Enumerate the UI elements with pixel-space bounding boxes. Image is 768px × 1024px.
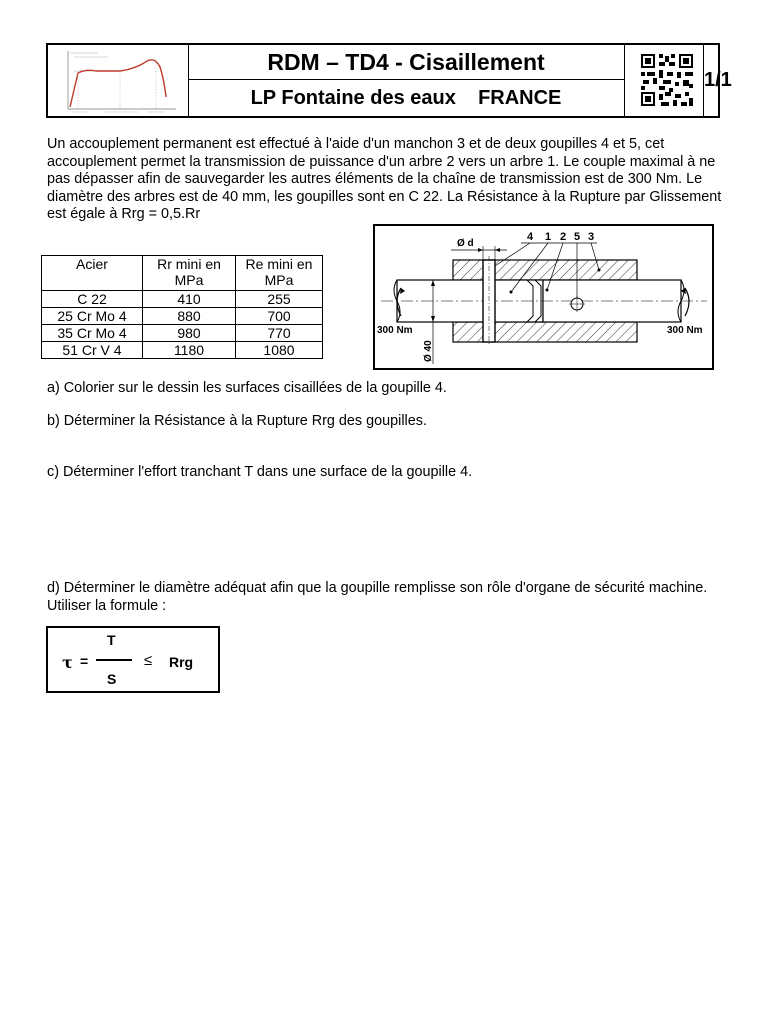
- table-cell: 770: [236, 325, 323, 342]
- table-cell: 880: [143, 308, 236, 325]
- school-name: LP Fontaine des eaux FRANCE: [188, 80, 625, 116]
- table-cell: 1180: [143, 342, 236, 359]
- page-number: 1/1: [704, 69, 732, 91]
- table-row: [42, 325, 323, 342]
- intro-paragraph: Un accouplement permanent est effectué à l'aide d'un manchon 3 et de deux goupilles 4 et 5, cet accouplement permet la transmission de puissance d'un arbre 2 vers un arbre 1. Le couple maximal à ne pas dépasser afin de sauvegarder les autres éléments de la chaîne de transmission est de 300 Nm. Le diamètre des arbres est de 40 mm, les goupilles sont en C 22. La Résistance à la Rupture par Glissement est égale à Rrg = 0,5.Rr: [47, 136, 722, 222]
- coupling-drawing-svg: [375, 226, 712, 368]
- torque-left-label: 300 Nm: [377, 325, 413, 336]
- table-cell: 410: [143, 291, 236, 308]
- part-label: 5: [574, 231, 581, 243]
- formula-numerator: T: [107, 632, 116, 648]
- question-c: c) Déterminer l'effort tranchant T dans une surface de la goupille 4.: [47, 464, 473, 480]
- steel-properties-table: [41, 255, 323, 359]
- table-cell: 1080: [236, 342, 323, 359]
- table-cell: 255: [236, 291, 323, 308]
- table-header-cell: Acier: [42, 256, 143, 291]
- table-header-cell: Re mini en MPa: [236, 256, 323, 291]
- table-header-row: [42, 256, 323, 291]
- question-d: d) Déterminer le diamètre adéquat afin que la goupille remplisse son rôle d'organe de sécurité machine. Utiliser la formule :: [47, 580, 708, 614]
- tau-symbol: τ: [62, 653, 73, 672]
- table-cell: C 22: [42, 291, 143, 308]
- stress-strain-logo: [48, 45, 189, 116]
- question-b: b) Déterminer la Résistance à la Rupture Rrg des goupilles.: [47, 413, 427, 429]
- table-header-cell: Rr mini en MPa: [143, 256, 236, 291]
- formula-rhs: Rrg: [169, 654, 194, 670]
- document-header: [46, 43, 732, 118]
- table-cell: 35 Cr Mo 4: [42, 325, 143, 342]
- shear-formula-box: [46, 626, 220, 693]
- question-a: a) Colorier sur le dessin les surfaces cisaillées de la goupille 4.: [47, 380, 447, 396]
- torque-right-label: 300 Nm: [667, 325, 703, 336]
- table-cell: 700: [236, 308, 323, 325]
- part-label: 4: [527, 231, 534, 243]
- coupling-drawing: [373, 224, 714, 370]
- formula-denominator: S: [107, 671, 117, 687]
- qr-code: [625, 45, 704, 116]
- part-label: 2: [560, 231, 567, 243]
- fraction-bar: [96, 659, 132, 661]
- table-cell: 51 Cr V 4: [42, 342, 143, 359]
- stress-strain-curve-icon: [48, 45, 188, 116]
- equals-sign: =: [80, 653, 89, 669]
- table-cell: 25 Cr Mo 4: [42, 308, 143, 325]
- sleeve-top: [453, 260, 637, 280]
- less-equal-sign: ≤: [144, 652, 153, 669]
- document-title: RDM – TD4 - Cisaillement: [188, 45, 625, 80]
- qr-code-icon: [625, 45, 703, 116]
- table-row: [42, 308, 323, 325]
- sleeve-bottom: [453, 322, 637, 342]
- part-label: 3: [588, 231, 595, 243]
- table-row: [42, 342, 323, 359]
- diameter-d-label: Ø d: [457, 238, 474, 249]
- part-label: 1: [545, 231, 552, 243]
- shaft-diameter-label: Ø 40: [423, 340, 434, 362]
- table-cell: 980: [143, 325, 236, 342]
- table-row: [42, 291, 323, 308]
